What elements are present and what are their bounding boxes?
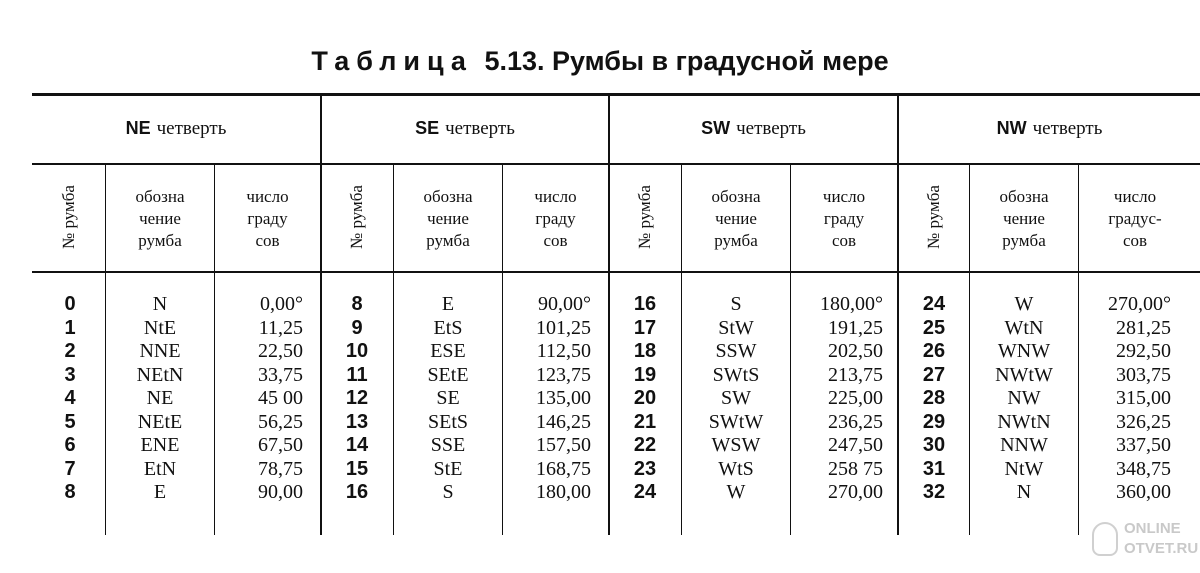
rumb-code: NtE — [143, 316, 177, 339]
page-title — [0, 46, 1200, 77]
rumb-code: NWtN — [997, 410, 1051, 433]
header-degrees: число граду сов — [822, 187, 866, 250]
rumb-degrees: 56,25 — [258, 410, 303, 433]
header-rumb-number: № румба — [59, 185, 78, 249]
rumb-code: WNW — [997, 340, 1051, 362]
rumb-number: 5 — [64, 410, 76, 433]
rumb-number: 28 — [922, 387, 946, 409]
rumb-degrees: 225,00 — [828, 387, 883, 409]
title-rest: 5.13. Румбы в градусной мере — [484, 46, 889, 76]
rumb-number: 9 — [351, 316, 363, 339]
rumb-degrees: 123,75 — [536, 363, 591, 386]
rumb-number: 7 — [64, 457, 76, 480]
column-degrees — [215, 293, 303, 505]
table-top-rule — [32, 93, 1200, 96]
rumb-code: SEtS — [427, 410, 469, 433]
rumb-degrees: 101,25 — [536, 316, 591, 339]
rumb-degrees: 90,00 — [258, 481, 303, 503]
rumb-degrees: 213,75 — [828, 363, 883, 386]
rumb-code: NEtE — [137, 410, 183, 433]
rumb-code: ENE — [140, 434, 180, 456]
rumb-number: 24 — [922, 293, 946, 315]
column-degrees — [503, 293, 591, 505]
rumb-number: 16 — [633, 293, 657, 315]
rumb-code: WtS — [718, 457, 754, 480]
rumb-degrees: 326,25 — [1116, 410, 1171, 433]
rumb-code: SSE — [430, 434, 466, 456]
header-rumb-number: № румба — [347, 185, 366, 249]
rumb-degrees: 337,50 — [1116, 434, 1171, 456]
rumb-code: SEtE — [427, 363, 469, 386]
rumb-degrees: 180,00° — [820, 293, 883, 315]
rumb-code: N — [1016, 481, 1032, 503]
header-designation: обозна чение румба — [135, 187, 185, 250]
rumb-degrees: 33,75 — [258, 363, 303, 386]
rumb-code: SSW — [715, 340, 757, 362]
rumb-degrees: 11,25 — [258, 316, 303, 339]
rumb-number: 10 — [345, 340, 369, 362]
rumb-number: 30 — [922, 434, 946, 456]
rumb-degrees: 270,00° — [1108, 293, 1171, 315]
column-degrees — [1079, 293, 1171, 505]
rumb-code: N — [152, 293, 168, 315]
rumb-code: WtN — [1004, 316, 1044, 339]
rumb-code: NEtN — [136, 363, 184, 386]
header-designation: обозна чение румба — [711, 187, 761, 250]
watermark-line1: ONLINE — [1124, 520, 1181, 537]
rumb-number: 29 — [922, 410, 946, 433]
rumb-code: NtW — [1004, 457, 1044, 480]
rumb-degrees: 303,75 — [1116, 363, 1171, 386]
column-rumb-numbers — [36, 293, 104, 505]
rumb-degrees: 315,00 — [1116, 387, 1171, 409]
rumb-degrees: 45 00 — [258, 387, 303, 409]
rumb-number: 12 — [345, 387, 369, 409]
quarter-heading-sw: SW четверть — [701, 118, 806, 139]
rumb-number: 0 — [64, 293, 76, 315]
rumb-number: 15 — [345, 457, 369, 480]
rumb-number: 23 — [633, 457, 657, 480]
lightbulb-icon — [1092, 522, 1118, 556]
rumb-code: EtS — [433, 316, 463, 339]
rumb-degrees: 78,75 — [258, 457, 303, 480]
rumb-code: NW — [1007, 387, 1041, 409]
header-rule — [32, 163, 1200, 165]
rumb-number: 19 — [633, 363, 657, 386]
rumb-number: 31 — [922, 457, 946, 480]
rumb-degrees: 135,00 — [536, 387, 591, 409]
rumb-degrees: 67,50 — [258, 434, 303, 456]
rumb-code: ESE — [430, 340, 466, 362]
rumb-number: 4 — [64, 387, 76, 409]
column-rumb-numbers — [899, 293, 969, 505]
rumb-degrees: 281,25 — [1116, 316, 1171, 339]
rumb-code: SWtW — [708, 410, 764, 433]
column-designations — [682, 293, 790, 505]
rumb-degrees: 157,50 — [536, 434, 591, 456]
rumb-number: 13 — [345, 410, 369, 433]
quarter-heading-ne: NE четверть — [125, 118, 227, 139]
rumb-number: 27 — [922, 363, 946, 386]
rumb-code: E — [153, 481, 167, 503]
rumb-degrees: 236,25 — [828, 410, 883, 433]
column-designations — [394, 293, 502, 505]
subheader-rule — [32, 271, 1200, 273]
header-rumb-number: № румба — [635, 185, 654, 249]
rumb-number: 1 — [64, 316, 76, 339]
rumb-number: 6 — [64, 434, 76, 456]
rumb-number: 14 — [345, 434, 369, 456]
title-prefix: Таблица — [311, 46, 473, 76]
rumb-code: NE — [146, 387, 174, 409]
rumb-code: E — [441, 293, 455, 315]
rumb-degrees: 247,50 — [828, 434, 883, 456]
rumb-code: WSW — [711, 434, 761, 456]
rumb-number: 11 — [346, 363, 368, 386]
column-degrees — [791, 293, 883, 505]
rumb-code: SE — [436, 387, 460, 409]
rumb-number: 26 — [922, 340, 946, 362]
rumb-degrees: 168,75 — [536, 457, 591, 480]
rumb-degrees: 258 75 — [828, 457, 883, 480]
rumb-number: 24 — [633, 481, 657, 503]
column-designations — [970, 293, 1078, 505]
rumb-code: EtN — [143, 457, 177, 480]
rumb-degrees: 270,00 — [828, 481, 883, 503]
rumb-code: StE — [433, 457, 463, 480]
rumb-degrees: 191,25 — [828, 316, 883, 339]
rumb-degrees: 90,00° — [538, 293, 591, 315]
rumb-degrees: 0,00° — [260, 293, 303, 315]
rumb-degrees: 112,50 — [536, 340, 591, 362]
rumb-number: 17 — [633, 316, 657, 339]
column-rumb-numbers — [322, 293, 392, 505]
rumb-number: 22 — [633, 434, 657, 456]
column-rumb-numbers — [610, 293, 680, 505]
quarter-heading-nw: NW четверть — [996, 118, 1103, 139]
rumb-degrees: 292,50 — [1116, 340, 1171, 362]
header-degrees: число градус- сов — [1108, 187, 1162, 250]
rumb-degrees: 348,75 — [1116, 457, 1171, 480]
rumb-code: S — [442, 481, 454, 503]
rumb-degrees: 146,25 — [536, 410, 591, 433]
rumb-number: 8 — [64, 481, 76, 503]
rumb-number: 16 — [345, 481, 369, 503]
rumb-degrees: 180,00 — [536, 481, 591, 503]
header-degrees: число граду сов — [246, 187, 289, 250]
rumb-code: NNE — [139, 340, 181, 362]
rumb-number: 21 — [633, 410, 657, 433]
watermark-line2: OTVET.RU — [1124, 540, 1199, 557]
header-designation: обозна чение румба — [423, 187, 473, 250]
rumb-number: 32 — [922, 481, 946, 503]
rumb-degrees: 22,50 — [258, 340, 303, 362]
header-designation: обозна чение румба — [999, 187, 1049, 250]
quarter-heading-se: SE четверть — [415, 118, 515, 139]
watermark — [1092, 516, 1199, 566]
rumb-code: NWtW — [995, 363, 1053, 386]
rumb-number: 3 — [64, 363, 76, 386]
rumb-code: StW — [718, 316, 754, 339]
rumb-degrees: 360,00 — [1116, 481, 1171, 503]
rumb-code: S — [730, 293, 742, 315]
rumb-degrees: 202,50 — [828, 340, 883, 362]
rumb-code: SW — [721, 387, 751, 409]
header-rumb-number: № румба — [924, 185, 943, 249]
rumb-number: 2 — [64, 340, 76, 362]
rumb-number: 8 — [351, 293, 363, 315]
rumb-code: NNW — [1000, 434, 1048, 456]
rumb-number: 18 — [633, 340, 657, 362]
header-degrees: число граду сов — [534, 187, 577, 250]
rumb-code: W — [726, 481, 746, 503]
column-designations — [106, 293, 214, 505]
rumb-code: W — [1014, 293, 1034, 315]
rumb-number: 25 — [922, 316, 946, 339]
rumb-number: 20 — [633, 387, 657, 409]
rumb-code: SWtS — [712, 363, 760, 386]
